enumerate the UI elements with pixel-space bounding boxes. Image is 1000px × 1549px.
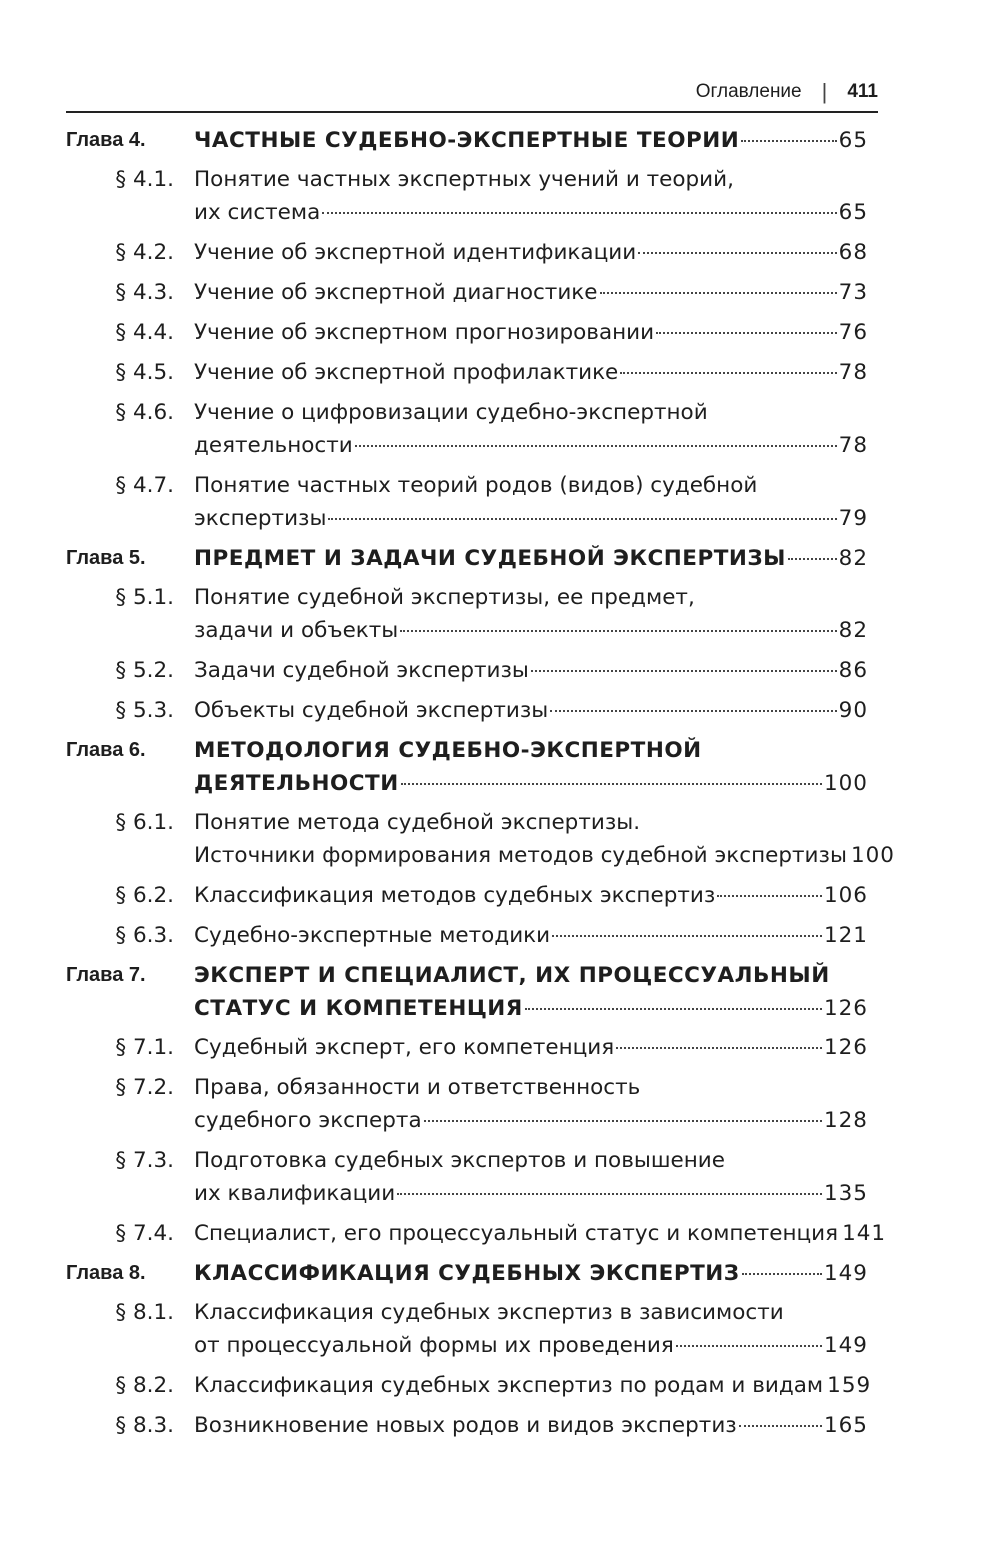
toc-section-entry (66, 163, 868, 229)
entry-page-number: 86 (838, 658, 868, 683)
entry-title (194, 542, 868, 575)
toc-chapter-entry (66, 1257, 868, 1290)
toc-chapter-entry (66, 734, 868, 800)
toc-chapter-entry (66, 959, 868, 1025)
entry-page-number: 141 (842, 1221, 887, 1246)
toc-section-entry (66, 396, 868, 462)
running-header (66, 76, 878, 108)
entry-title (194, 1144, 868, 1210)
running-header-title: Оглавление (695, 81, 802, 102)
dot-leader (600, 292, 837, 294)
dot-leader (717, 895, 822, 897)
entry-title (194, 124, 868, 157)
title-line: Судебно-экспертные методики (194, 923, 551, 948)
chapter-number: Глава 5. (66, 547, 146, 569)
entry-page-number: 82 (838, 618, 868, 643)
entry-title (194, 163, 868, 229)
title-line: ДЕЯТЕЛЬНОСТИ (194, 771, 399, 796)
section-number: § 7.2. (115, 1075, 174, 1100)
toc-chapter-entry (66, 124, 868, 157)
dot-leader (552, 935, 822, 937)
section-number: § 6.3. (115, 923, 174, 948)
dot-leader (424, 1120, 822, 1122)
entry-title (194, 1369, 872, 1402)
entry-page-number: 135 (823, 1181, 868, 1206)
header-rule (66, 111, 878, 113)
section-number: § 7.4. (115, 1221, 174, 1246)
section-number: § 4.7. (115, 473, 174, 498)
toc-section-entry (66, 1071, 868, 1137)
title-line: их квалификации (194, 1181, 396, 1206)
toc-section-entry (66, 879, 868, 912)
entry-page-number: 121 (823, 923, 868, 948)
dot-leader (531, 670, 837, 672)
toc-section-entry (66, 581, 868, 647)
title-line: деятельности (194, 433, 353, 458)
title-line: Судебный эксперт, его компетенция (194, 1035, 615, 1060)
entry-title (194, 1409, 868, 1442)
entry-title (194, 396, 868, 462)
entry-title (194, 1217, 887, 1250)
title-line: ЭКСПЕРТ И СПЕЦИАЛИСТ, ИХ ПРОЦЕССУАЛЬНЫЙ (194, 963, 830, 988)
chapter-number: Глава 4. (66, 129, 146, 151)
entry-page-number: 100 (823, 771, 868, 796)
dot-leader (742, 1273, 822, 1275)
entry-page-number: 65 (838, 128, 868, 153)
title-line: их система (194, 200, 321, 225)
entry-page-number: 106 (823, 883, 868, 908)
section-number: § 4.1. (115, 167, 174, 192)
title-line: Права, обязанности и ответственность (194, 1075, 641, 1100)
entry-page-number: 165 (823, 1413, 868, 1438)
entry-page-number: 149 (823, 1333, 868, 1358)
toc-section-entry (66, 1217, 887, 1250)
toc-section-entry (66, 316, 868, 349)
dot-leader (638, 252, 836, 254)
section-number: § 4.3. (115, 280, 174, 305)
title-line: Классификация методов судебных экспертиз (194, 883, 716, 908)
title-line: КЛАССИФИКАЦИЯ СУДЕБНЫХ ЭКСПЕРТИЗ (194, 1261, 740, 1286)
header-separator: | (821, 79, 828, 104)
entry-page-number: 159 (827, 1373, 872, 1398)
section-number: § 5.1. (115, 585, 174, 610)
dot-leader (400, 630, 836, 632)
dot-leader (739, 1425, 822, 1427)
title-line: Учение об экспертной профилактике (194, 360, 619, 385)
entry-title (194, 806, 895, 872)
page-number: 411 (847, 81, 878, 102)
title-line: Подготовка судебных экспертов и повышение (194, 1148, 726, 1173)
toc-section-entry (66, 919, 868, 952)
entry-title (194, 919, 868, 952)
chapter-number: Глава 7. (66, 964, 146, 986)
section-number: § 6.2. (115, 883, 174, 908)
toc-section-entry (66, 1031, 868, 1064)
toc-section-entry (66, 236, 868, 269)
dot-leader (322, 212, 836, 214)
dot-leader (741, 140, 836, 142)
toc-section-entry (66, 1144, 868, 1210)
title-line: Задачи судебной экспертизы (194, 658, 529, 683)
dot-leader (676, 1345, 822, 1347)
entry-title (194, 316, 868, 349)
title-line: от процессуальной формы их проведения (194, 1333, 674, 1358)
title-line: Понятие метода судебной экспертизы. (194, 810, 641, 835)
entry-page-number: 126 (823, 996, 868, 1021)
entry-title (194, 356, 868, 389)
dot-leader (525, 1008, 822, 1010)
section-number: § 7.1. (115, 1035, 174, 1060)
entry-page-number: 100 (850, 843, 895, 868)
dot-leader (355, 445, 837, 447)
section-number: § 8.1. (115, 1300, 174, 1325)
section-number: § 8.2. (115, 1373, 174, 1398)
toc-section-entry (66, 276, 868, 309)
toc-section-entry (66, 1296, 868, 1362)
title-line: ЧАСТНЫЕ СУДЕБНО-ЭКСПЕРТНЫЕ ТЕОРИИ (194, 128, 740, 153)
title-line: Возникновение новых родов и видов экспертиз (194, 1413, 737, 1438)
title-line: Классификация судебных экспертиз в зависимости (194, 1300, 784, 1325)
entry-title (194, 879, 868, 912)
toc-section-entry (66, 694, 868, 727)
entry-page-number: 68 (838, 240, 868, 265)
section-number: § 5.2. (115, 658, 174, 683)
entry-title (194, 469, 868, 535)
title-line: Специалист, его процессуальный статус и компетенция (194, 1221, 839, 1246)
dot-leader (788, 558, 837, 560)
title-line: Источники формирования методов судебной экспертизы (194, 843, 847, 868)
section-number: § 6.1. (115, 810, 174, 835)
title-line: Учение об экспертном прогнозировании (194, 320, 655, 345)
title-line: ПРЕДМЕТ И ЗАДАЧИ СУДЕБНОЙ ЭКСПЕРТИЗЫ (194, 546, 786, 571)
title-line: Понятие частных экспертных учений и теорий, (194, 167, 734, 192)
toc-section-entry (66, 806, 895, 872)
section-number: § 4.5. (115, 360, 174, 385)
entry-page-number: 126 (823, 1035, 868, 1060)
entry-title (194, 734, 868, 800)
title-line: Классификация судебных экспертиз по родам и видам (194, 1373, 824, 1398)
title-line: Учение об экспертной диагностике (194, 280, 598, 305)
dot-leader (620, 372, 836, 374)
dot-leader (616, 1047, 822, 1049)
entry-title (194, 1296, 868, 1362)
chapter-number: Глава 8. (66, 1262, 146, 1284)
section-number: § 7.3. (115, 1148, 174, 1173)
entry-title (194, 1071, 868, 1137)
section-number: § 4.2. (115, 240, 174, 265)
toc-section-entry (66, 654, 868, 687)
section-number: § 5.3. (115, 698, 174, 723)
toc-section-entry (66, 1409, 868, 1442)
dot-leader (401, 783, 822, 785)
entry-page-number: 78 (838, 360, 868, 385)
toc-chapter-entry (66, 542, 868, 575)
entry-title (194, 276, 868, 309)
entry-title (194, 1257, 868, 1290)
dot-leader (656, 332, 837, 334)
dot-leader (328, 518, 836, 520)
section-number: § 4.4. (115, 320, 174, 345)
table-of-contents (66, 124, 895, 1449)
title-line: экспертизы (194, 506, 327, 531)
entry-page-number: 65 (838, 200, 868, 225)
entry-page-number: 128 (823, 1108, 868, 1133)
title-line: Учение об экспертной идентификации (194, 240, 637, 265)
entry-title (194, 694, 868, 727)
toc-section-entry (66, 356, 868, 389)
section-number: § 4.6. (115, 400, 174, 425)
entry-title (194, 1031, 868, 1064)
entry-title (194, 581, 868, 647)
title-line: Понятие частных теорий родов (видов) судебной (194, 473, 758, 498)
title-line: судебного эксперта (194, 1108, 422, 1133)
entry-title (194, 236, 868, 269)
entry-page-number: 82 (838, 546, 868, 571)
toc-section-entry (66, 1369, 872, 1402)
entry-page-number: 149 (823, 1261, 868, 1286)
title-line: МЕТОДОЛОГИЯ СУДЕБНО-ЭКСПЕРТНОЙ (194, 738, 702, 763)
entry-page-number: 78 (838, 433, 868, 458)
title-line: СТАТУС И КОМПЕТЕНЦИЯ (194, 996, 523, 1021)
title-line: задачи и объекты (194, 618, 399, 643)
title-line: Понятие судебной экспертизы, ее предмет, (194, 585, 695, 610)
entry-title (194, 959, 868, 1025)
chapter-number: Глава 6. (66, 739, 146, 761)
title-line: Объекты судебной экспертизы (194, 698, 549, 723)
section-number: § 8.3. (115, 1413, 174, 1438)
entry-title (194, 654, 868, 687)
toc-section-entry (66, 469, 868, 535)
dot-leader (397, 1193, 822, 1195)
title-line: Учение о цифровизации судебно-экспертной (194, 400, 708, 425)
entry-page-number: 79 (838, 506, 868, 531)
entry-page-number: 90 (838, 698, 868, 723)
entry-page-number: 73 (838, 280, 868, 305)
dot-leader (550, 710, 836, 712)
entry-page-number: 76 (838, 320, 868, 345)
